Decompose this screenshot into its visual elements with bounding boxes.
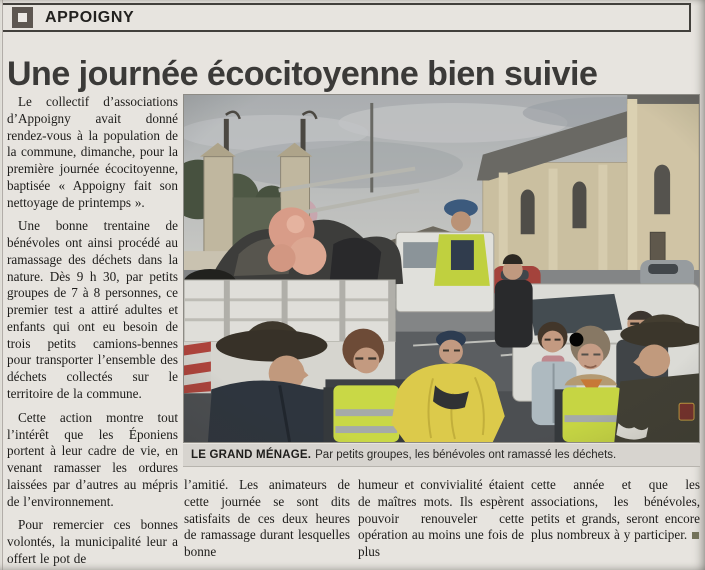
section-title: APPOIGNY [45,8,135,26]
section-bullet-icon [12,7,33,28]
article-photo [183,94,700,443]
paragraph: humeur et convivialité étaient de maîtres mots. Ils espèrent pouvoir renouveler cette opération au moins une fois de plus [358,477,524,560]
article-column-4 [531,477,700,570]
end-of-article-mark [692,532,699,539]
photo-caption [183,444,700,467]
article-column-2 [184,477,350,570]
paragraph: Cette action montre tout l’intérêt que les Époniens portent à leur cadre de vie, en venant ramasser les ordures laissées par d’autres au mépris de l’environnement. [7,409,178,509]
article-column-1 [7,94,178,570]
article-column-3 [358,477,524,570]
paragraph: Une bonne trentaine de bénévoles ont ainsi procédé au ramassage des déchets dans la nature. Dès 9 h 30, par petits groupes de 7 à 8 personnes, ce premier test a attiré adultes et enfants qui ont eu besoin de trois petits camions-bennes pour transporter l’ensemble des déchets collectés sur le territoire de la commune. [7,218,178,402]
paragraph: l’amitié. Les animateurs de cette journée se sont dits satisfaits de ces deux heures de ramassage durant lesquelles bonne [184,477,350,560]
section-header-bar [3,3,691,32]
paragraph: cette année et que les associations, les bénévoles, petits et grands, seront encore plus nombreux à y participer. [531,477,700,543]
paragraph: Le collectif d’associations d’Appoigny avait donné rendez-vous à la population de la commune, dimanche, pour la première journée écocitoyenne, baptisée « Appoigny fait son nettoyage de printemps ». [7,94,178,210]
paragraph: Pour remercier ces bonnes volontés, la municipalité leur a offert le pot de [7,517,178,566]
photo-illustration [184,95,699,442]
headline: Une journée écocitoyenne bien suivie [7,54,598,93]
photo-caption-label: LE GRAND MÉNAGE. [191,449,312,461]
photo-caption-text: Par petits groupes, les bénévoles ont ramassé les déchets. [315,449,617,461]
page-fold-line [2,0,3,570]
